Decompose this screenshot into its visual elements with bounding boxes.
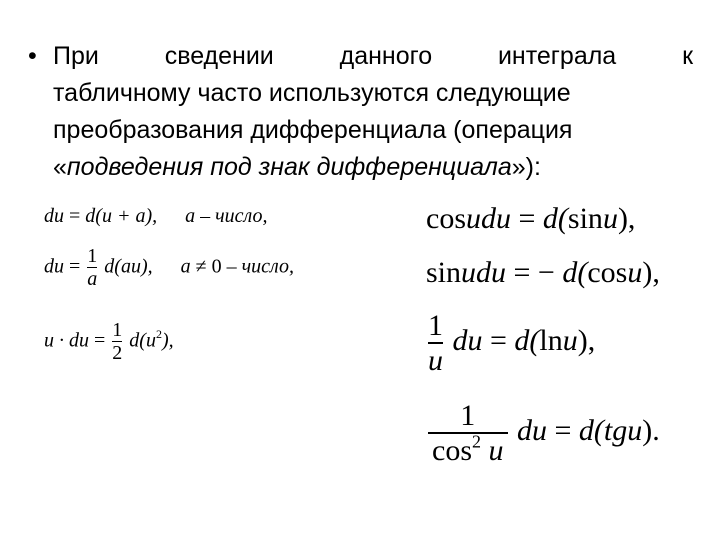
bullet-marker: • — [28, 42, 37, 70]
bullet-paragraph — [28, 38, 692, 186]
formula-right-2: sinudu = − d(cosu), — [426, 256, 660, 289]
fraction: $\frac{1}{\cos^2 u}$ — [428, 400, 508, 466]
open-quote: « — [53, 153, 67, 181]
word: интеграла — [497, 42, 617, 70]
italic-phrase: подведения под знак дифференциала — [66, 153, 512, 181]
formula-right-4: $\frac{1}{\cos^2 u}$ du = d(tgu). — [426, 400, 660, 466]
word: к — [682, 42, 693, 70]
word: данного — [339, 42, 433, 70]
text-line-4 — [53, 149, 692, 186]
fraction: $\frac{1}{a}$ — [87, 245, 98, 290]
word: сведении — [164, 42, 274, 70]
fraction: $\frac{1}{u}$ — [428, 309, 443, 377]
formula-right-3: $\frac{1}{u}$ du = d(lnu), — [428, 309, 596, 377]
text-line-1 — [53, 38, 693, 75]
text-line-2: табличному часто используются следующие — [53, 79, 571, 107]
word: При — [53, 42, 99, 70]
formula-left-2: du = $\frac{1}{a}$ d(au), a ≠ 0 – число, — [44, 245, 294, 290]
fraction: $\frac{1}{2}$ — [112, 319, 123, 364]
formula-left-3: u · du = $\frac{1}{2}$ $d(u^2)$, — [44, 319, 174, 364]
text-line-3: преобразования дифференциала (операция — [53, 116, 573, 144]
formula-left-1: du = d(u + a), a – число, — [44, 205, 268, 227]
close-quote: »): — [511, 153, 541, 181]
formula-right-1: cosudu = d(sinu), — [426, 202, 636, 235]
